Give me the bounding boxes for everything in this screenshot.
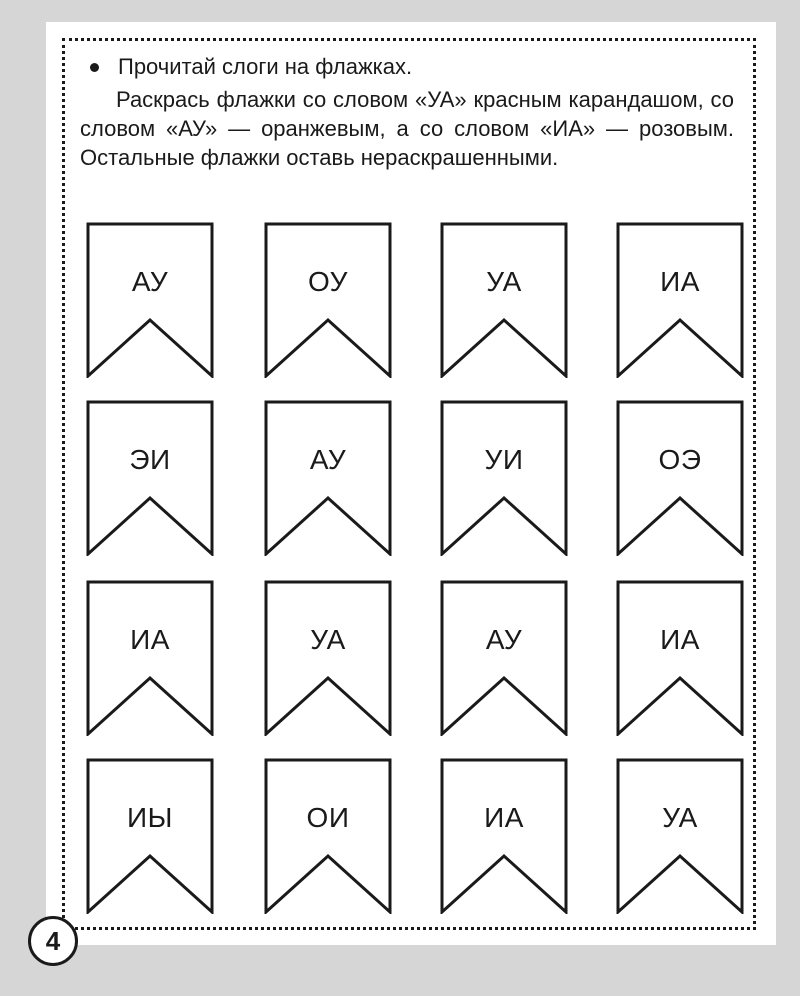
flag-shape-icon [86,400,214,556]
flag-shape-icon [616,758,744,914]
flag-label: УА [310,624,346,655]
instruction-task: Раскрась флажки со словом «УА» красным карандашом, со словом «АУ» — оранжевым, а со словом «ИА» — розовым. Остальные флажки оставь нераскрашенными. [80,87,734,170]
flag-label: УА [486,266,522,297]
flag[interactable] [86,400,214,556]
page-number: 4 [28,916,78,966]
flag-shape-icon [86,222,214,378]
flag-shape-icon [440,400,568,556]
flag[interactable] [86,222,214,378]
flag-shape-icon [86,758,214,914]
flag-shape-icon [264,222,392,378]
flag-label: АУ [309,444,347,475]
flag[interactable] [616,580,744,736]
flag-label: ОУ [308,266,348,297]
flag-label: ИЫ [127,802,173,833]
flag[interactable] [264,400,392,556]
flag[interactable] [440,758,568,914]
flag-shape-icon [616,400,744,556]
flags-grid [86,222,746,916]
flag[interactable] [616,758,744,914]
flag-label: УИ [484,444,524,475]
flag[interactable] [264,222,392,378]
flag-label: ОИ [306,802,350,833]
flag-shape-icon [616,580,744,736]
instruction-read: Прочитай слоги на флажках. [118,54,413,79]
flag-shape-icon [264,400,392,556]
flag[interactable] [86,580,214,736]
flag-shape-icon [440,580,568,736]
instruction-bullet-line [80,52,748,81]
flag[interactable] [264,580,392,736]
flag-label: ИА [130,624,170,655]
flag-label: УА [662,802,698,833]
flag-label: ИА [660,266,700,297]
flag-shape-icon [264,580,392,736]
flag-label: ОЭ [658,444,702,475]
flag-shape-icon [440,222,568,378]
bullet-icon [90,63,99,72]
flag-shape-icon [440,758,568,914]
instructions [80,52,748,172]
flag-shape-icon [264,758,392,914]
flag-shape-icon [616,222,744,378]
flag[interactable] [440,400,568,556]
flag-shape-icon [86,580,214,736]
flag[interactable] [264,758,392,914]
flag-label: ЭИ [129,444,171,475]
flag-label: ИА [660,624,700,655]
flag-label: АУ [485,624,523,655]
flag-label: ИА [484,802,524,833]
flag[interactable] [440,222,568,378]
flag[interactable] [440,580,568,736]
flag[interactable] [86,758,214,914]
flag[interactable] [616,400,744,556]
flag[interactable] [616,222,744,378]
flag-label: АУ [131,266,169,297]
